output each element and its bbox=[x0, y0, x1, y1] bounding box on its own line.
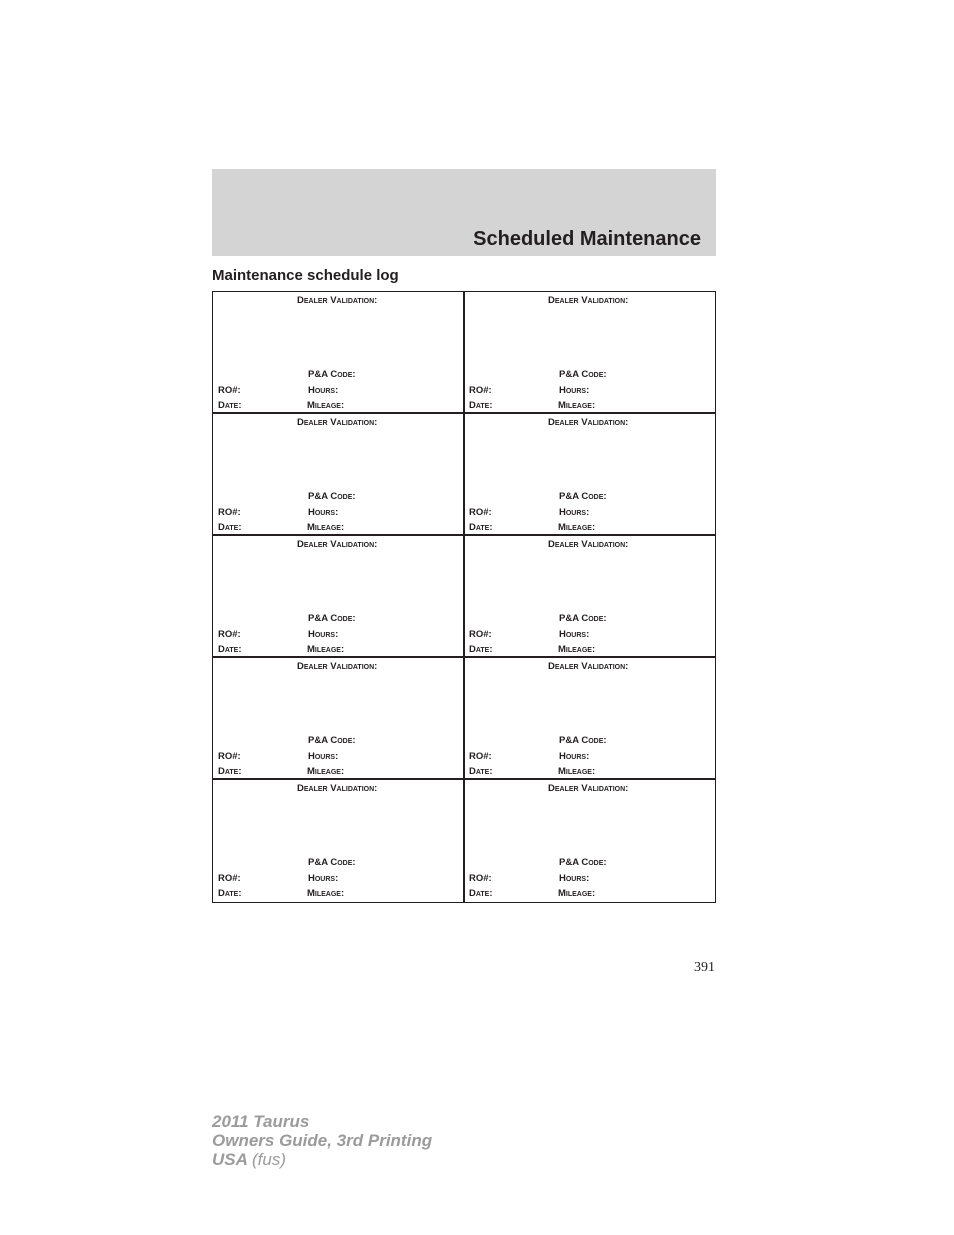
dealer-validation-label: Dealer Validation: bbox=[297, 661, 378, 672]
pa-code-label: P&A Code: bbox=[559, 613, 607, 624]
pa-code-label: P&A Code: bbox=[308, 369, 356, 380]
log-entry-cell bbox=[464, 780, 716, 902]
ro-number-label: RO#: bbox=[469, 873, 492, 884]
log-entry-cell bbox=[213, 292, 465, 414]
pa-code-label: P&A Code: bbox=[308, 613, 356, 624]
dealer-validation-label: Dealer Validation: bbox=[548, 661, 629, 672]
mileage-label: Mileage: bbox=[307, 888, 345, 899]
dealer-validation-label: Dealer Validation: bbox=[548, 539, 629, 550]
hours-label: Hours: bbox=[308, 873, 339, 884]
hours-label: Hours: bbox=[559, 629, 590, 640]
hours-label: Hours: bbox=[308, 629, 339, 640]
date-label: Date: bbox=[218, 522, 242, 533]
footer-region: USA bbox=[212, 1150, 248, 1169]
mileage-label: Mileage: bbox=[558, 522, 596, 533]
hours-label: Hours: bbox=[559, 507, 590, 518]
mileage-label: Mileage: bbox=[558, 888, 596, 899]
log-entry-cell bbox=[464, 536, 716, 658]
pa-code-label: P&A Code: bbox=[559, 735, 607, 746]
pa-code-label: P&A Code: bbox=[559, 491, 607, 502]
dealer-validation-label: Dealer Validation: bbox=[297, 417, 378, 428]
ro-number-label: RO#: bbox=[218, 507, 241, 518]
log-entry-cell bbox=[213, 780, 465, 902]
log-entry-cell bbox=[464, 414, 716, 536]
chapter-title: Scheduled Maintenance bbox=[473, 228, 701, 250]
hours-label: Hours: bbox=[559, 873, 590, 884]
ro-number-label: RO#: bbox=[218, 873, 241, 884]
date-label: Date: bbox=[218, 400, 242, 411]
page-number: 391 bbox=[694, 960, 715, 975]
footer-line-3 bbox=[212, 1150, 432, 1169]
mileage-label: Mileage: bbox=[307, 400, 345, 411]
ro-number-label: RO#: bbox=[469, 507, 492, 518]
pa-code-label: P&A Code: bbox=[559, 369, 607, 380]
ro-number-label: RO#: bbox=[218, 751, 241, 762]
ro-number-label: RO#: bbox=[469, 751, 492, 762]
date-label: Date: bbox=[469, 644, 493, 655]
date-label: Date: bbox=[469, 522, 493, 533]
mileage-label: Mileage: bbox=[307, 644, 345, 655]
mileage-label: Mileage: bbox=[558, 400, 596, 411]
footer-line-1: 2011 Taurus bbox=[212, 1112, 310, 1131]
pa-code-label: P&A Code: bbox=[559, 857, 607, 868]
mileage-label: Mileage: bbox=[307, 522, 345, 533]
log-entry-cell bbox=[213, 414, 465, 536]
pa-code-label: P&A Code: bbox=[308, 735, 356, 746]
date-label: Date: bbox=[469, 888, 493, 899]
section-title: Maintenance schedule log bbox=[212, 267, 399, 284]
date-label: Date: bbox=[218, 766, 242, 777]
log-entry-cell bbox=[464, 658, 716, 780]
mileage-label: Mileage: bbox=[558, 644, 596, 655]
date-label: Date: bbox=[469, 766, 493, 777]
dealer-validation-label: Dealer Validation: bbox=[548, 783, 629, 794]
hours-label: Hours: bbox=[559, 751, 590, 762]
dealer-validation-label: Dealer Validation: bbox=[297, 295, 378, 306]
log-entry-cell bbox=[213, 536, 465, 658]
header-band bbox=[212, 169, 716, 256]
hours-label: Hours: bbox=[559, 385, 590, 396]
footer-line-2: Owners Guide, 3rd Printing bbox=[212, 1131, 433, 1150]
footer-code: (fus) bbox=[252, 1150, 286, 1169]
dealer-validation-label: Dealer Validation: bbox=[548, 295, 629, 306]
ro-number-label: RO#: bbox=[469, 385, 492, 396]
hours-label: Hours: bbox=[308, 507, 339, 518]
mileage-label: Mileage: bbox=[307, 766, 345, 777]
date-label: Date: bbox=[218, 888, 242, 899]
hours-label: Hours: bbox=[308, 385, 339, 396]
maintenance-log-table bbox=[212, 291, 716, 903]
footer bbox=[212, 1112, 432, 1169]
ro-number-label: RO#: bbox=[469, 629, 492, 640]
dealer-validation-label: Dealer Validation: bbox=[548, 417, 629, 428]
log-entry-cell bbox=[464, 292, 716, 414]
pa-code-label: P&A Code: bbox=[308, 857, 356, 868]
ro-number-label: RO#: bbox=[218, 629, 241, 640]
date-label: Date: bbox=[218, 644, 242, 655]
mileage-label: Mileage: bbox=[558, 766, 596, 777]
ro-number-label: RO#: bbox=[218, 385, 241, 396]
dealer-validation-label: Dealer Validation: bbox=[297, 783, 378, 794]
hours-label: Hours: bbox=[308, 751, 339, 762]
dealer-validation-label: Dealer Validation: bbox=[297, 539, 378, 550]
date-label: Date: bbox=[469, 400, 493, 411]
log-entry-cell bbox=[213, 658, 465, 780]
pa-code-label: P&A Code: bbox=[308, 491, 356, 502]
